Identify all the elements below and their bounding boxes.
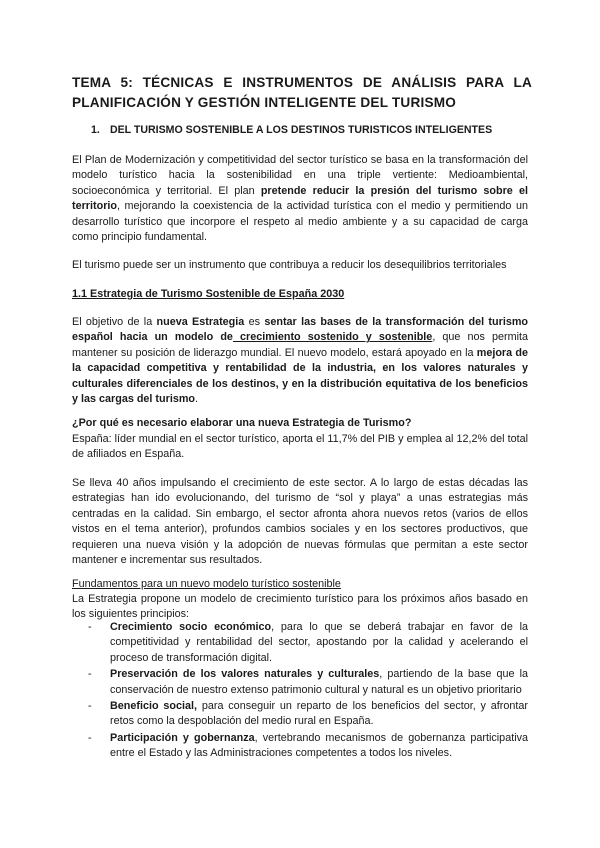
list-item <box>88 731 528 762</box>
bullet-dash: - <box>88 621 92 633</box>
list-item <box>88 699 528 730</box>
para1-bold: pretende reducir la presión del turismo sobre el territorio <box>72 184 529 213</box>
document-title: TEMA 5: TÉCNICAS E INSTRUMENTOS DE ANÁLISIS PARA LA PLANIFICACIÓN Y GESTIÓN INTELIGENTE DEL TURISMO <box>72 75 532 110</box>
para3-text-f: , que nos permita mantener su posición de liderazgo mundial. El nuevo modelo, estará apoyado en la <box>72 331 528 359</box>
bullet-bold: Beneficio social, <box>110 700 198 713</box>
paragraph-fundamentos-intro: La Estrategia propone un modelo de crecimiento turístico para los próximos años basado en los siguientes principios: <box>72 593 528 621</box>
bullet-dash: - <box>88 731 92 744</box>
paragraph-turismo-instrumento: El turismo puede ser un instrumento que contribuya a reducir los desequilibrios territoriales <box>72 259 507 271</box>
principles-list <box>88 620 528 763</box>
para3-text-c: es <box>244 316 265 328</box>
para3-bold-b: nueva Estrategia <box>156 316 245 328</box>
section-number: 1. <box>91 124 100 136</box>
para3-text-h: . <box>195 393 199 406</box>
paragraph-nueva-estrategia <box>72 315 528 407</box>
subsection-heading-1-1: 1.1 Estrategia de Turismo Sostenible de España 2030 <box>72 288 345 300</box>
bullet-dash: - <box>88 700 92 713</box>
section-heading-1 <box>91 124 492 136</box>
para3-bold-g: mejora de la capacidad competitiva y rentabilidad de la industria, en los valores naturales y culturales diferenciales de los destinos, y en la distribución equitativa de los beneficios y las cargas del turismo <box>72 346 528 406</box>
bullet-bold: Preservación de los valores naturales y culturales <box>110 668 380 681</box>
section-label: DEL TURISMO SOSTENIBLE A LOS DESTINOS TURISTICOS INTELIGENTES <box>109 124 493 136</box>
bullet-text: para conseguir un reparto de los beneficios del sector, y afrontar retos como la despoblación del medio rural en España. <box>110 700 528 728</box>
bullet-dash: - <box>88 668 92 681</box>
fundamentos-heading: Fundamentos para un nuevo modelo turístico sostenible <box>72 578 341 590</box>
bullet-text: , partiendo de la base que la conservación de nuestro extenso patrimonio cultural y natural es un objetivo prioritario <box>110 668 528 696</box>
paragraph-espana-lider: España: líder mundial en el sector turístico, aporta el 11,7% del PIB y emplea al 12,2% del total de afiliados en España. <box>72 433 528 461</box>
para3-text-a: El objetivo de la <box>72 316 157 328</box>
list-item <box>88 620 528 666</box>
bullet-text: , para lo que se deberá trabajar en favor de la competitividad y rentabilidad del sector, apostando por la calidad y acelerando el proceso de transformación digital. <box>110 621 528 664</box>
para1-text-a: El Plan de Modernización y competitividad del sector turístico se basa en la transformación del modelo turístico hacia la sostenibilidad en una triple vertiente: Medioambiental, socioeconómica y territorial. El plan <box>72 154 528 197</box>
para1-text-c: , mejorando la coexistencia de la actividad turística con el medio y permitiendo un desarrollo turístico que incorpore el respeto al medio ambiente y a su capacidad de carga como principio fundamental. <box>72 200 528 244</box>
list-item <box>88 667 528 698</box>
para3-bold-underline: crecimiento sostenido y sostenible <box>232 331 433 344</box>
bullet-text: , vertebrando mecanismos de gobernanza participativa entre el Estado y las Administraciones competentes a todos los niveles. <box>110 731 528 760</box>
para3-bold-d: sentar las bases de la transformación del turismo español hacia un modelo de <box>72 316 529 344</box>
paragraph-plan-modernizacion <box>72 153 528 245</box>
bullet-bold: Participación y gobernanza <box>110 731 255 744</box>
paragraph-40-anos: Se lleva 40 años impulsando el crecimiento de este sector. A lo largo de estas décadas las estrategias han ido evolucionando, del turismo de “sol y playa” a unas estrategias más centradas en la calidad. Sin embargo, el sector afronta ahora nuevos retos (varios de ellos vistos en el tema anterior), profundos cambios sociales y en los sectores productivos, que requieren una nueva visión y la adopción de nuevas fórmulas que permitan a este sector mantener e incrementar sus resultados. <box>72 477 528 567</box>
bullet-bold: Crecimiento socio económico <box>110 621 272 633</box>
question-heading: ¿Por qué es necesario elaborar una nueva Estrategia de Turismo? <box>72 417 412 429</box>
